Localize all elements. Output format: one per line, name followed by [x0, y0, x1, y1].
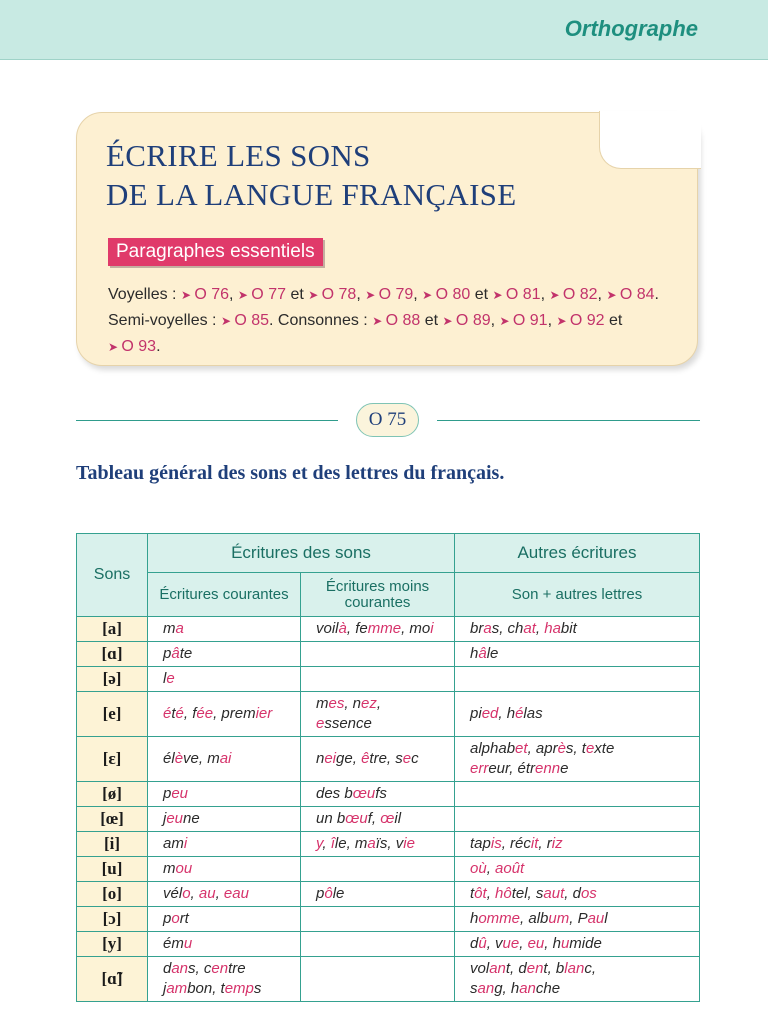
table-row: [77, 692, 700, 737]
spelling-line: ami: [163, 835, 188, 852]
arrow-icon: ➤: [108, 340, 122, 354]
arrow-icon: ➤: [606, 288, 620, 302]
phonetic-symbol: [ø]: [77, 782, 148, 807]
conjunction-text: et: [424, 312, 439, 329]
phonetic-symbol: [i]: [77, 832, 148, 857]
subheader-son-autres: Son + autres lettres: [455, 573, 700, 617]
arrow-icon: ➤: [442, 314, 456, 328]
table-row: [77, 907, 700, 932]
common-spelling-cell: [148, 932, 301, 957]
arrow-icon: ➤: [180, 288, 195, 302]
col-header-autres: Autres écritures: [455, 534, 700, 573]
other-spelling-cell: [455, 932, 700, 957]
table-row: [77, 957, 700, 1002]
common-spelling-cell: [148, 807, 301, 832]
phonetic-symbol: [u]: [77, 857, 148, 882]
phonetic-symbol: [œ]: [77, 807, 148, 832]
spelling-line: alphabet, après, texte: [470, 740, 615, 757]
common-spelling-cell: [148, 617, 301, 642]
spelling-line: volant, dent, blanc,: [470, 960, 596, 977]
paragraph-ref-link[interactable]: [181, 286, 229, 303]
arrow-icon: ➤: [556, 314, 570, 328]
paragraph-ref-link[interactable]: [443, 312, 491, 329]
paragraph-ref-link[interactable]: [556, 312, 604, 329]
arrow-icon: ➤: [422, 288, 436, 302]
rare-spelling-cell: [301, 907, 455, 932]
paragraph-ref-label: O 76: [194, 286, 230, 303]
paragraph-ref-link[interactable]: [372, 312, 420, 329]
spelling-line: le: [163, 670, 175, 687]
rare-spelling-cell: [301, 857, 455, 882]
spelling-line: peu: [163, 785, 189, 802]
subheader-courantes: Écritures courantes: [148, 573, 301, 617]
spelling-line: été, fée, premier: [163, 705, 273, 722]
other-spelling-cell: [455, 667, 700, 692]
paragraph-ref-link[interactable]: [549, 286, 597, 303]
common-spelling-cell: [148, 692, 301, 737]
phonetic-symbol: [ɔ]: [77, 907, 148, 932]
paragraph-references: [108, 282, 683, 360]
divider-left: [76, 420, 338, 421]
table-row: [77, 807, 700, 832]
rare-spelling-cell: [301, 957, 455, 1002]
voyelles-line: Voyelles : ➤ O 76, ➤ O 77 et ➤ O 78, ➤ O 79, ➤ O 80 et ➤ O 81, ➤ O 82, ➤ O 84.: [108, 286, 659, 303]
arrow-icon: ➤: [308, 288, 322, 302]
common-spelling-cell: [148, 957, 301, 1002]
rare-spelling-cell: [301, 832, 455, 857]
arrow-icon: ➤: [492, 288, 506, 302]
rare-spelling-cell: [301, 617, 455, 642]
paragraph-ref-label: O 92: [569, 312, 605, 329]
consonnes-label: Consonnes :: [277, 312, 368, 329]
paragraph-ref-link[interactable]: [500, 312, 548, 329]
semi-voyelles-label: Semi-voyelles :: [108, 312, 217, 329]
table-row: [77, 882, 700, 907]
paragraph-ref-link[interactable]: [238, 286, 286, 303]
spelling-line: voilà, femme, moi: [316, 620, 434, 637]
table-heading: Tableau général des sons et des lettres du français.: [76, 462, 505, 484]
spelling-line: dans, centre: [163, 960, 246, 977]
common-spelling-cell: [148, 782, 301, 807]
spelling-line: sang, hanche: [470, 980, 561, 997]
phonetic-symbol: [o]: [77, 882, 148, 907]
common-spelling-cell: [148, 642, 301, 667]
essential-paragraphs-label: Paragraphes essentiels: [108, 238, 323, 266]
common-spelling-cell: [148, 737, 301, 782]
paragraph-badge: O 75: [356, 403, 419, 437]
other-spelling-cell: [455, 737, 700, 782]
common-spelling-cell: [148, 907, 301, 932]
spelling-line: erreur, étrenne: [470, 760, 569, 777]
rare-spelling-cell: [301, 667, 455, 692]
paragraph-ref-link[interactable]: [108, 338, 156, 355]
col-header-sons: Sons: [77, 534, 148, 617]
arrow-icon: ➤: [372, 314, 386, 328]
other-spelling-cell: [455, 642, 700, 667]
divider-right: [437, 420, 700, 421]
paragraph-ref-link[interactable]: [221, 312, 269, 329]
page-title: [106, 136, 666, 214]
col-header-ecritures: Écritures des sons: [148, 534, 455, 573]
phonetic-symbol: [ɑ̃]: [77, 957, 148, 1002]
other-spelling-cell: [455, 857, 700, 882]
spelling-line: jeune: [163, 810, 200, 827]
spelling-line: port: [163, 910, 189, 927]
spelling-line: pôle: [316, 885, 345, 902]
consonnes-line-end: ➤ O 93.: [108, 338, 161, 355]
rare-spelling-cell: [301, 737, 455, 782]
spelling-line: y, île, maïs, vie: [316, 835, 415, 852]
spelling-line: hâle: [470, 645, 499, 662]
spelling-line: ému: [163, 935, 193, 952]
phonetic-symbol: [ə]: [77, 667, 148, 692]
common-spelling-cell: [148, 857, 301, 882]
paragraph-ref-label: O 78: [321, 286, 357, 303]
common-spelling-cell: [148, 882, 301, 907]
subheader-moins-courantes: Écritures moins courantes: [301, 573, 455, 617]
spelling-line: bras, chat, habit: [470, 620, 577, 637]
table-body: [77, 617, 700, 1002]
table-row: [77, 782, 700, 807]
spelling-line: élève, mai: [163, 750, 232, 767]
spelling-line: ma: [163, 620, 184, 637]
spelling-line: pâte: [163, 645, 193, 662]
table-row: [77, 737, 700, 782]
phonetic-symbol: [a]: [77, 617, 148, 642]
spelling-line: jambon, temps: [163, 980, 262, 997]
spelling-line: neige, être, sec: [316, 750, 419, 767]
phonetic-symbol: [ɛ]: [77, 737, 148, 782]
semi-consonnes-line: Semi-voyelles : ➤ O 85. Consonnes : ➤ O 88 et ➤ O 89, ➤ O 91, ➤ O 92 et: [108, 312, 623, 329]
title-line-1: ÉCRIRE LES SONS: [106, 138, 371, 173]
sounds-table: [76, 533, 700, 1002]
conjunction-text: et: [609, 312, 623, 329]
rare-spelling-cell: [301, 807, 455, 832]
paragraph-ref-link[interactable]: [422, 286, 470, 303]
paragraph-ref-link[interactable]: [308, 286, 356, 303]
spelling-line: vélo, au, eau: [163, 885, 249, 902]
spelling-line: où, août: [470, 860, 525, 877]
other-spelling-cell: [455, 617, 700, 642]
conjunction-text: et: [290, 286, 304, 303]
table-row: [77, 617, 700, 642]
spelling-line: mes, nez, essence: [316, 695, 382, 732]
arrow-icon: ➤: [237, 288, 252, 302]
table-row: [77, 642, 700, 667]
arrow-icon: ➤: [549, 288, 563, 302]
spelling-line: pied, hélas: [470, 705, 543, 722]
paragraph-ref-label: O 88: [385, 312, 421, 329]
other-spelling-cell: [455, 807, 700, 832]
phonetic-symbol: [y]: [77, 932, 148, 957]
table-row: [77, 857, 700, 882]
voyelles-label: Voyelles :: [108, 286, 177, 303]
phonetic-symbol: [ɑ]: [77, 642, 148, 667]
spelling-line: dû, vue, eu, humide: [470, 935, 602, 952]
arrow-icon: ➤: [499, 314, 513, 328]
paragraph-ref-link[interactable]: [606, 286, 654, 303]
other-spelling-cell: [455, 832, 700, 857]
rare-spelling-cell: [301, 642, 455, 667]
paragraph-ref-label: O 79: [378, 286, 414, 303]
rare-spelling-cell: [301, 932, 455, 957]
other-spelling-cell: [455, 882, 700, 907]
conjunction-text: et: [474, 286, 489, 303]
arrow-icon: ➤: [220, 314, 235, 328]
arrow-icon: ➤: [365, 288, 379, 302]
spelling-line: des bœufs: [316, 785, 387, 802]
spelling-line: un bœuf, œil: [316, 810, 402, 827]
header-bar: [0, 0, 768, 60]
paragraph-ref-label: O 85: [234, 312, 270, 329]
table-row: [77, 832, 700, 857]
table-row: [77, 932, 700, 957]
common-spelling-cell: [148, 667, 301, 692]
paragraph-ref-label: O 80: [435, 286, 471, 303]
spelling-line: homme, album, Paul: [470, 910, 608, 927]
common-spelling-cell: [148, 832, 301, 857]
spelling-line: tapis, récit, riz: [470, 835, 563, 852]
phonetic-symbol: [e]: [77, 692, 148, 737]
title-line-2: DE LA LANGUE FRANÇAISE: [106, 177, 517, 212]
spelling-line: mou: [163, 860, 193, 877]
table-row: [77, 667, 700, 692]
other-spelling-cell: [455, 692, 700, 737]
paragraph-ref-label: O 91: [512, 312, 548, 329]
spelling-line: tôt, hôtel, saut, dos: [470, 885, 597, 902]
paragraph-ref-label: O 93: [121, 338, 157, 355]
paragraph-ref-link[interactable]: [493, 286, 541, 303]
other-spelling-cell: [455, 907, 700, 932]
paragraph-ref-label: O 82: [562, 286, 598, 303]
rare-spelling-cell: [301, 882, 455, 907]
paragraph-ref-label: O 77: [251, 286, 286, 303]
section-title: Orthographe: [564, 16, 698, 41]
paragraph-ref-link[interactable]: [365, 286, 413, 303]
paragraph-ref-label: O 84: [619, 286, 655, 303]
rare-spelling-cell: [301, 692, 455, 737]
other-spelling-cell: [455, 782, 700, 807]
paragraph-ref-label: O 89: [455, 312, 491, 329]
rare-spelling-cell: [301, 782, 455, 807]
other-spelling-cell: [455, 957, 700, 1002]
paragraph-ref-label: O 81: [505, 286, 541, 303]
